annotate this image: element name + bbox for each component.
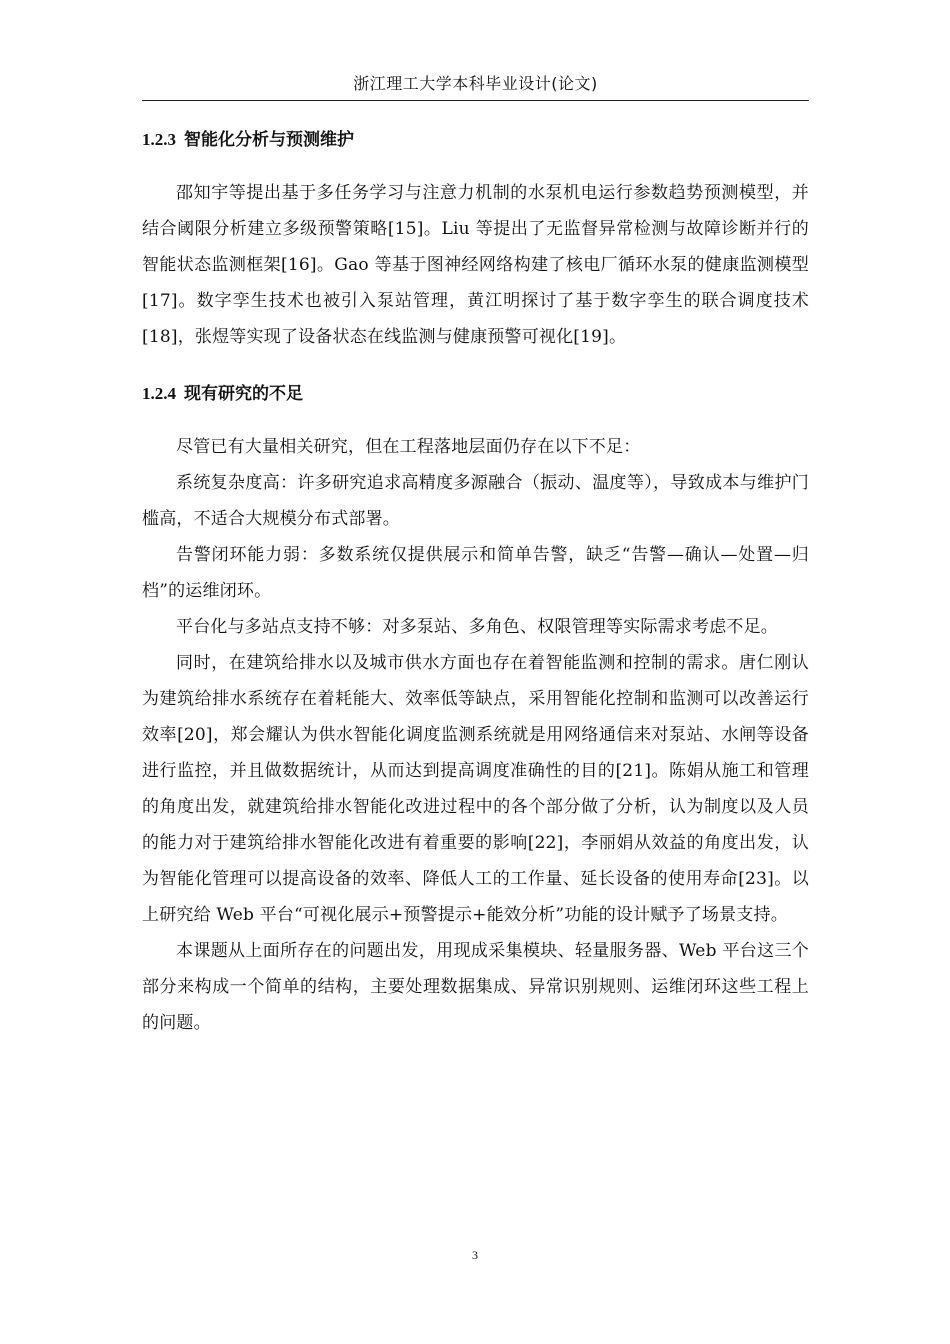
paragraph: 邵知宇等提出基于多任务学习与注意力机制的水泵机电运行参数趋势预测模型，并结合阈限分析建立多级预警策略[15]。Liu 等提出了无监督异常检测与故障诊断并行的智能状态监测框架[16]。Gao 等基于图神经网络构建了核电厂循环水泵的健康监测模型[17]。数字孪生技术也被引入泵站管理，黄江明探讨了基于数字孪生的联合调度技术[18]，张煜等实现了设备状态在线监测与健康预警可视化[19]。 <box>142 183 809 347</box>
paragraph: 同时，在建筑给排水以及城市供水方面也存在着智能监测和控制的需求。唐仁刚认为建筑给排水系统存在着耗能大、效率低等缺点，采用智能化控制和监测可以改善运行效率[20]，郑会耀认为供水智能化调度监测系统就是用网络通信来对泵站、水闸等设备进行监控，并且做数据统计，从而达到提高调度准确性的目的[21]。陈娟从施工和管理的角度出发，就建筑给排水智能化改进过程中的各个部分做了分析，认为制度以及人员的能力对于建筑给排水智能化改进有着重要的影响[22]，李丽娟从效益的角度出发，认为智能化管理可以提高设备的效率、降低人工的工作量、延长设备的使用寿命[23]。以上研究给 Web 平台“可视化展示+预警提示+能效分析”功能的设计赋予了场景支持。 <box>142 653 809 925</box>
section-title: 智能化分析与预测维护 <box>184 130 354 150</box>
page-number: 3 <box>472 1248 478 1262</box>
section-1-2-3 <box>142 127 809 355</box>
page-header <box>142 72 809 101</box>
section-title: 现有研究的不足 <box>184 384 303 404</box>
paragraph: 告警闭环能力弱：多数系统仅提供展示和简单告警，缺乏“告警—确认—处置—归档”的运维闭环。 <box>142 545 809 601</box>
section-1-2-4 <box>142 381 809 1041</box>
header-title: 浙江理工大学本科毕业设计(论文) <box>353 74 598 93</box>
section-number: 1.2.4 <box>142 384 176 403</box>
section-number: 1.2.3 <box>142 130 176 149</box>
paragraph: 平台化与多站点支持不够：对多泵站、多角色、权限管理等实际需求考虑不足。 <box>176 617 778 637</box>
paragraph: 系统复杂度高：许多研究追求高精度多源融合（振动、温度等），导致成本与维护门槛高，不适合大规模分布式部署。 <box>142 473 809 529</box>
section-heading <box>142 127 809 153</box>
document-body <box>142 127 809 1041</box>
paragraph: 本课题从上面所存在的问题出发，用现成采集模块、轻量服务器、Web 平台这三个部分来构成一个简单的结构，主要处理数据集成、异常识别规则、运维闭环这些工程上的问题。 <box>142 941 809 1033</box>
paragraph: 尽管已有大量相关研究，但在工程落地层面仍存在以下不足： <box>176 437 641 457</box>
section-heading <box>142 381 809 407</box>
